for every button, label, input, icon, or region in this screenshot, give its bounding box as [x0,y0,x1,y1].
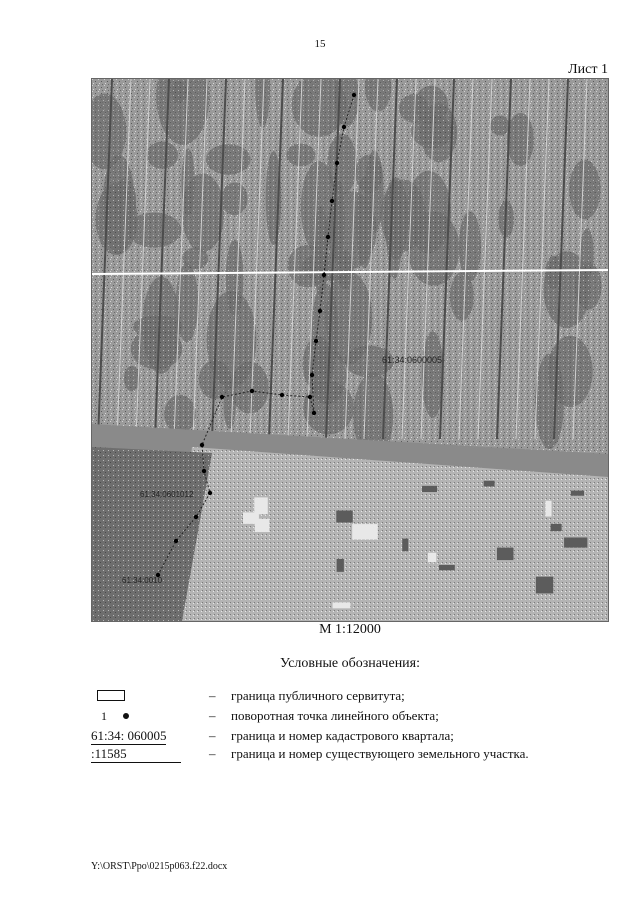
quarter-number: 61:34: 060005 [91,728,167,743]
turning-point [194,515,198,519]
legend-title: Условные обозначения: [279,656,421,671]
turning-point [352,93,356,97]
legend-item-quarter [0,728,640,746]
turning-point [308,395,312,399]
turning-point [330,199,334,203]
turning-point [318,309,322,313]
legend-dash: – [209,746,216,761]
servitude-boundary-symbol [91,688,183,704]
quarter-label-main: 61:34:0600005 [382,355,443,365]
turning-point [220,395,224,399]
map-scale: М 1:12000 [319,622,381,637]
turning-point [335,161,339,165]
legend-dash: – [209,728,216,743]
map-image [91,78,609,622]
parcel-symbol [91,746,183,762]
legend-item-turning-point [0,708,640,726]
quarter-symbol [91,728,183,744]
turning-point-symbol [91,708,183,724]
turning-point [310,373,314,377]
turning-point [314,339,318,343]
legend-text: граница и номер существующего земельного участка. [231,746,529,761]
page-number: 15 [314,38,326,50]
quarter-label-lower: 61:34:0601012 [140,490,194,499]
turning-point [250,389,254,393]
settlement-area [172,447,608,621]
legend-dash: – [209,708,216,723]
turning-point [202,469,206,473]
sheet-label: Лист 1 [568,62,608,77]
turning-point [280,393,284,397]
turning-point [322,273,326,277]
document-path: Y:\ORST\Ppo\0215p063.f22.docx [91,861,228,872]
legend-item-parcel [0,746,640,764]
turning-point [326,235,330,239]
point-dot-icon [123,713,129,719]
parcel-number: :11585 [91,746,181,763]
legend-text: поворотная точка линейного объекта; [231,708,439,723]
turning-point [312,411,316,415]
legend-item-servitude [0,688,640,706]
legend-text: граница публичного сервитута; [231,688,405,703]
turning-point [208,491,212,495]
cadastral-map [92,79,608,621]
quarter-label-bottom: 61:34:0010 [122,576,163,585]
turning-point [174,539,178,543]
turning-point [342,125,346,129]
turning-point [200,443,204,447]
legend-text: граница и номер кадастрового квартала; [231,728,454,743]
point-number: 1 [101,709,107,723]
legend-dash: – [209,688,216,703]
